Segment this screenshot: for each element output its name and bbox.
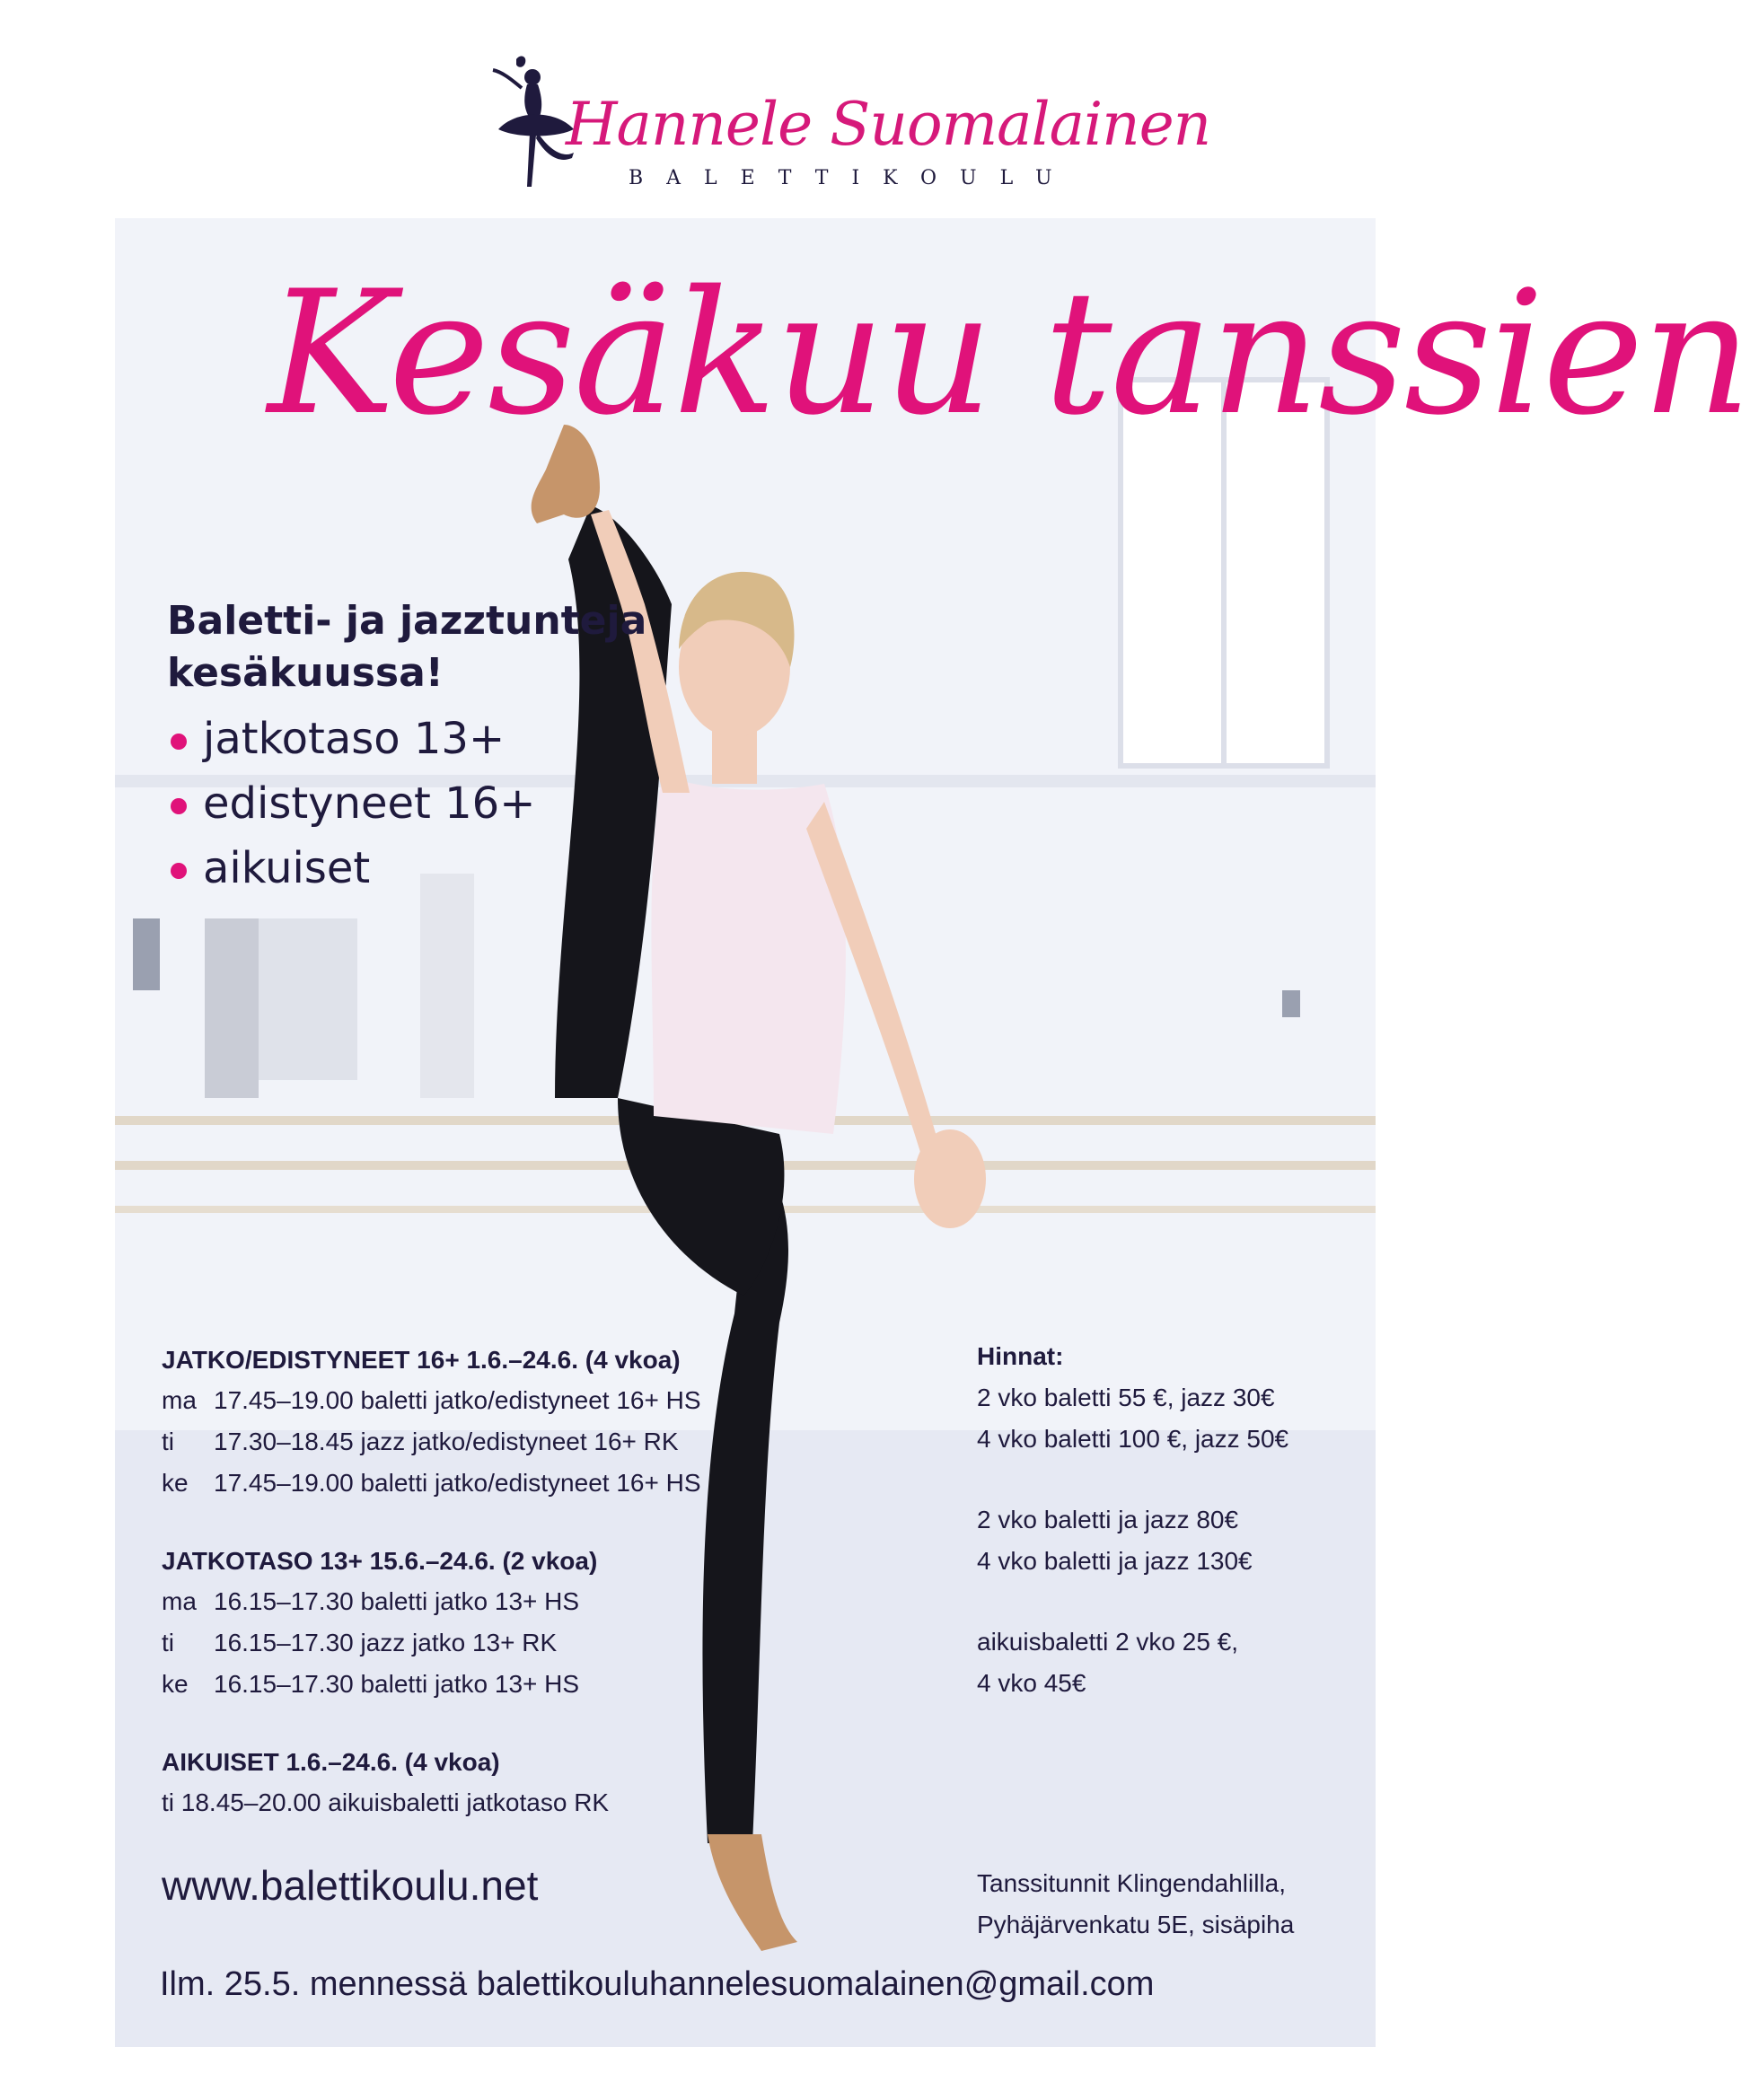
address-line: Tanssitunnit Klingendahlilla, (977, 1869, 1286, 1897)
section-title: AIKUISET 1.6.–24.6. (4 vkoa) (162, 1748, 500, 1776)
schedule-section-adults (162, 1743, 844, 1823)
price-line: aikuisbaletti 2 vko 25 €, (977, 1628, 1239, 1656)
weekday: ti (162, 1428, 174, 1455)
price-group (977, 1621, 1372, 1704)
level-list (167, 707, 724, 901)
schedule-row (162, 1421, 844, 1463)
schedule-row (162, 1622, 844, 1664)
schedule-row (162, 1664, 844, 1705)
intro-block (167, 595, 724, 901)
venue-address (977, 1863, 1294, 1946)
list-item: aikuiset (167, 836, 724, 901)
schedule (162, 1340, 844, 1861)
class-time: 17.30–18.45 jazz jatko/edistyneet 16+ RK (214, 1428, 679, 1455)
weekday: ti (162, 1629, 174, 1656)
schedule-row (162, 1782, 844, 1823)
price-line: 2 vko baletti ja jazz 80€ (977, 1506, 1239, 1533)
prices (977, 1336, 1372, 1744)
weekday: ma (162, 1587, 197, 1615)
schedule-row (162, 1380, 844, 1421)
class-time: 16.15–17.30 baletti jatko 13+ HS (214, 1670, 580, 1698)
weekday: ke (162, 1670, 189, 1698)
intro-heading-line-2: kesäkuussa! (167, 650, 444, 696)
price-line: 4 vko baletti ja jazz 130€ (977, 1547, 1253, 1575)
signup-info: Ilm. 25.5. mennessä balettikouluhannelesuomalainen@gmail.com (160, 1965, 1155, 2003)
price-line: 2 vko baletti 55 €, jazz 30€ (977, 1384, 1275, 1411)
price-line: 4 vko 45€ (977, 1669, 1086, 1697)
website-link[interactable]: www.balettikoulu.net (162, 1862, 539, 1909)
price-line: 4 vko baletti 100 €, jazz 50€ (977, 1425, 1289, 1453)
schedule-section-advanced (162, 1340, 844, 1504)
intro-heading-line-1: Baletti- ja jazztunteja (167, 598, 647, 644)
schedule-section-intermediate (162, 1542, 844, 1705)
weekday: ke (162, 1469, 189, 1497)
schedule-row (162, 1463, 844, 1504)
price-group (977, 1499, 1372, 1582)
logo-subtitle: BALETTIKOULU (629, 167, 1076, 189)
address-line: Pyhäjärvenkatu 5E, sisäpiha (977, 1911, 1295, 1938)
class-time: 16.15–17.30 jazz jatko 13+ RK (214, 1629, 558, 1656)
logo-name: Hannele Suomalainen (566, 90, 1211, 159)
prices-header: Hinnat: (977, 1342, 1064, 1370)
price-group (977, 1377, 1372, 1460)
section-title: JATKOTASO 13+ 15.6.–24.6. (2 vkoa) (162, 1547, 598, 1575)
school-logo (480, 52, 1211, 214)
schedule-row (162, 1581, 844, 1622)
headline: Kesäkuu tanssien (268, 254, 1750, 453)
poster-panel (115, 218, 1750, 2047)
list-item: edistyneet 16+ (167, 771, 724, 836)
weekday: ma (162, 1386, 197, 1414)
class-time: 17.45–19.00 baletti jatko/edistyneet 16+ HS (214, 1386, 701, 1414)
class-time: ti 18.45–20.00 aikuisbaletti jatkotaso RK (162, 1788, 610, 1816)
section-title: JATKO/EDISTYNEET 16+ 1.6.–24.6. (4 vkoa) (162, 1346, 681, 1374)
class-time: 16.15–17.30 baletti jatko 13+ HS (214, 1587, 580, 1615)
class-time: 17.45–19.00 baletti jatko/edistyneet 16+ HS (214, 1469, 701, 1497)
list-item: jatkotaso 13+ (167, 707, 724, 771)
